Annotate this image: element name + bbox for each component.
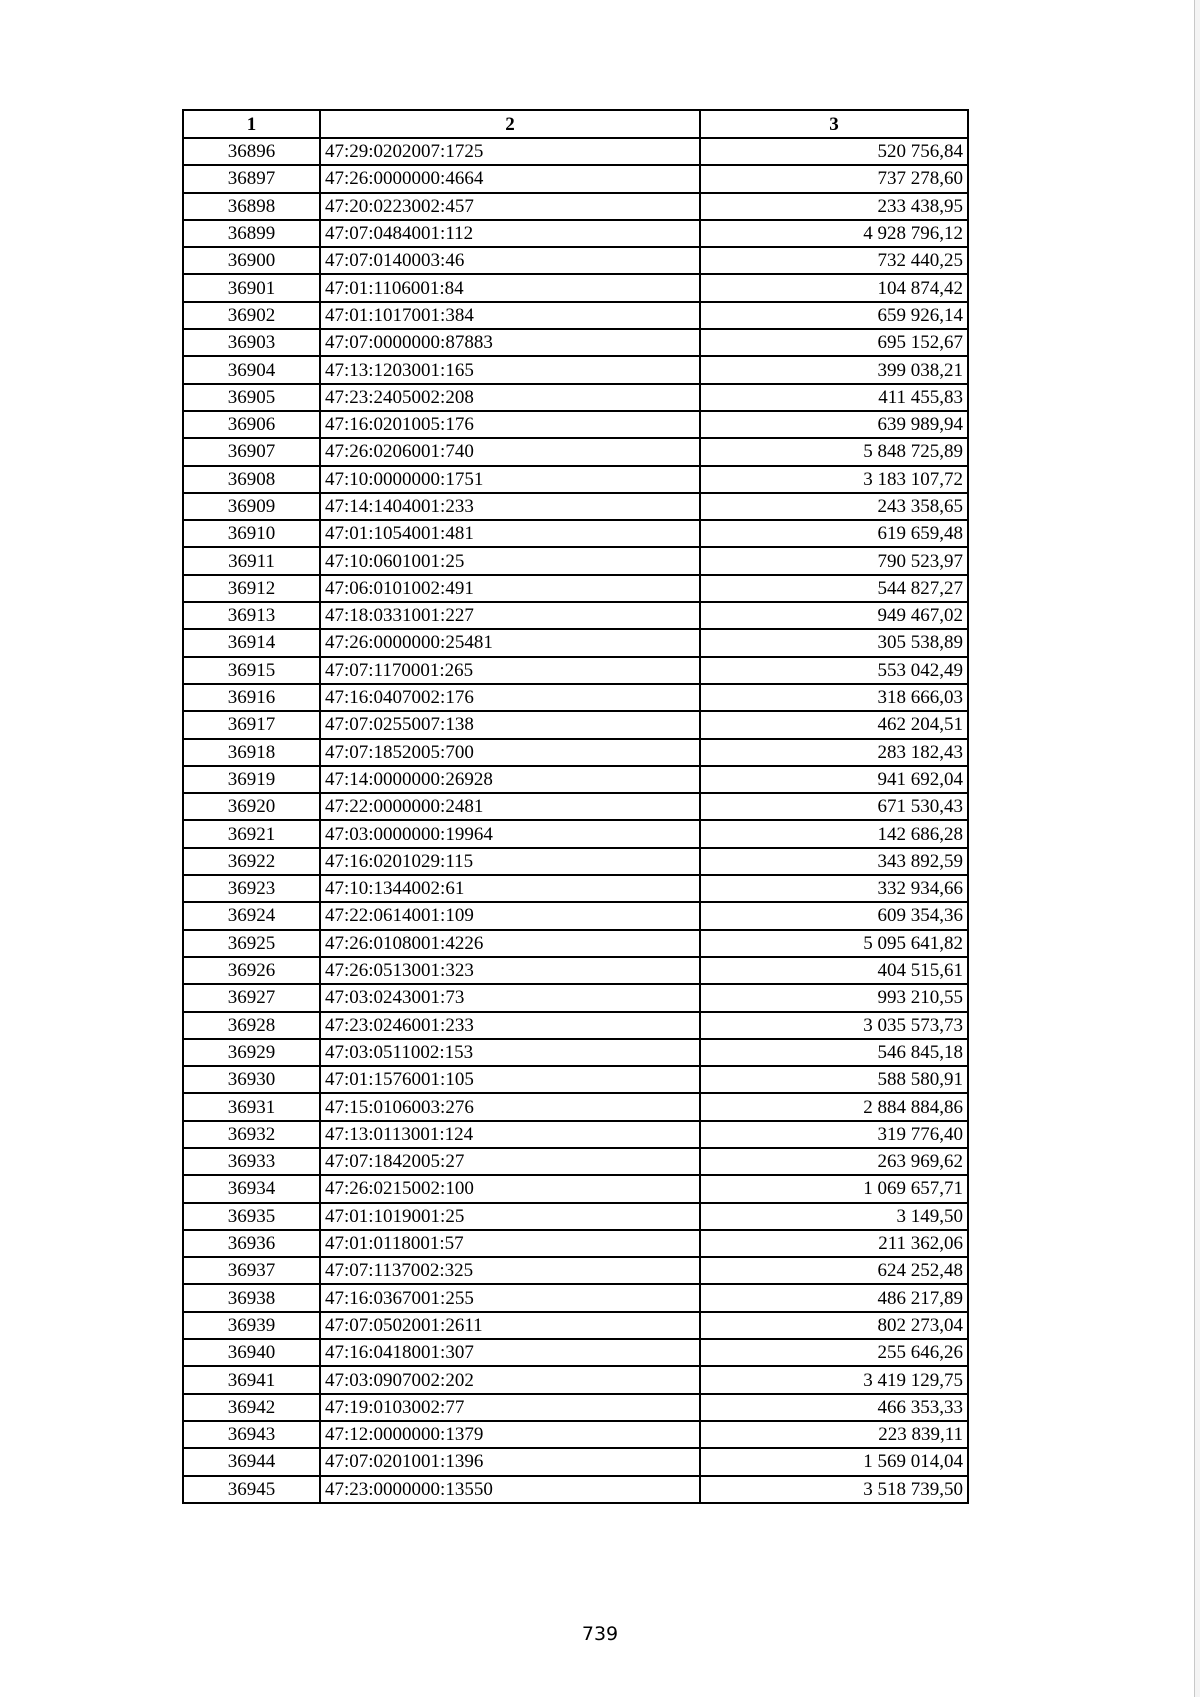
cadastral-value-cell: 624 252,48 (700, 1257, 968, 1284)
row-number-cell: 36904 (183, 356, 320, 383)
header-col-2: 2 (320, 110, 700, 138)
cadastral-value-cell: 695 152,67 (700, 329, 968, 356)
cadastral-number-cell: 47:03:0000000:19964 (320, 820, 700, 847)
table-row (183, 1366, 968, 1393)
table-row (183, 848, 968, 875)
cadastral-value-cell: 671 530,43 (700, 793, 968, 820)
table-row (183, 247, 968, 274)
cadastral-number-cell: 47:07:0000000:87883 (320, 329, 700, 356)
table-row (183, 793, 968, 820)
table-row (183, 1448, 968, 1475)
cadastral-value-cell: 732 440,25 (700, 247, 968, 274)
table-row (183, 1093, 968, 1120)
cadastral-number-cell: 47:03:0907002:202 (320, 1366, 700, 1393)
table-row (183, 1312, 968, 1339)
cadastral-value-cell: 4 928 796,12 (700, 220, 968, 247)
table-header (183, 110, 968, 138)
cadastral-value-cell: 233 438,95 (700, 193, 968, 220)
row-number-cell: 36924 (183, 902, 320, 929)
row-number-cell: 36897 (183, 165, 320, 192)
cadastral-number-cell: 47:01:1106001:84 (320, 274, 700, 301)
row-number-cell: 36941 (183, 1366, 320, 1393)
cadastral-number-cell: 47:29:0202007:1725 (320, 138, 700, 165)
table-row (183, 766, 968, 793)
cadastral-value-cell: 639 989,94 (700, 411, 968, 438)
row-number-cell: 36944 (183, 1448, 320, 1475)
table-row (183, 1339, 968, 1366)
cadastral-number-cell: 47:26:0513001:323 (320, 957, 700, 984)
cadastral-number-cell: 47:13:0113001:124 (320, 1121, 700, 1148)
table-row (183, 493, 968, 520)
row-number-cell: 36901 (183, 274, 320, 301)
table-row (183, 193, 968, 220)
row-number-cell: 36911 (183, 547, 320, 574)
cadastral-number-cell: 47:16:0201029:115 (320, 848, 700, 875)
cadastral-value-cell: 399 038,21 (700, 356, 968, 383)
cadastral-number-cell: 47:22:0614001:109 (320, 902, 700, 929)
cadastral-value-cell: 263 969,62 (700, 1148, 968, 1175)
row-number-cell: 36900 (183, 247, 320, 274)
cadastral-value-cell: 305 538,89 (700, 629, 968, 656)
row-number-cell: 36899 (183, 220, 320, 247)
cadastral-value-cell: 319 776,40 (700, 1121, 968, 1148)
cadastral-value-cell: 544 827,27 (700, 575, 968, 602)
cadastral-value-cell: 949 467,02 (700, 602, 968, 629)
table-row (183, 220, 968, 247)
cadastral-value-cell: 462 204,51 (700, 711, 968, 738)
cadastral-value-cell: 404 515,61 (700, 957, 968, 984)
cadastral-number-cell: 47:26:0215002:100 (320, 1175, 700, 1202)
row-number-cell: 36926 (183, 957, 320, 984)
cadastral-number-cell: 47:22:0000000:2481 (320, 793, 700, 820)
cadastral-number-cell: 47:20:0223002:457 (320, 193, 700, 220)
table-body (183, 138, 968, 1503)
table-row (183, 629, 968, 656)
table-row (183, 1039, 968, 1066)
table-row (183, 466, 968, 493)
cadastral-value-cell: 659 926,14 (700, 302, 968, 329)
row-number-cell: 36936 (183, 1230, 320, 1257)
row-number-cell: 36896 (183, 138, 320, 165)
cadastral-number-cell: 47:07:1842005:27 (320, 1148, 700, 1175)
cadastral-number-cell: 47:16:0407002:176 (320, 684, 700, 711)
table-row (183, 711, 968, 738)
cadastral-value-cell: 223 839,11 (700, 1421, 968, 1448)
row-number-cell: 36908 (183, 466, 320, 493)
row-number-cell: 36914 (183, 629, 320, 656)
row-number-cell: 36945 (183, 1476, 320, 1503)
cadastral-number-cell: 47:07:0255007:138 (320, 711, 700, 738)
table-row (183, 1394, 968, 1421)
cadastral-number-cell: 47:01:1019001:25 (320, 1203, 700, 1230)
table-row (183, 384, 968, 411)
cadastral-number-cell: 47:26:0108001:4226 (320, 930, 700, 957)
cadastral-number-cell: 47:26:0206001:740 (320, 438, 700, 465)
cadastral-value-cell: 255 646,26 (700, 1339, 968, 1366)
row-number-cell: 36917 (183, 711, 320, 738)
page-number: 739 (581, 1623, 619, 1645)
cadastral-number-cell: 47:12:0000000:1379 (320, 1421, 700, 1448)
cadastral-value-cell: 142 686,28 (700, 820, 968, 847)
row-number-cell: 36925 (183, 930, 320, 957)
table-row (183, 356, 968, 383)
row-number-cell: 36940 (183, 1339, 320, 1366)
table-row (183, 520, 968, 547)
cadastral-number-cell: 47:06:0101002:491 (320, 575, 700, 602)
cadastral-value-cell: 737 278,60 (700, 165, 968, 192)
table-row (183, 575, 968, 602)
cadastral-number-cell: 47:18:0331001:227 (320, 602, 700, 629)
cadastral-number-cell: 47:07:0201001:1396 (320, 1448, 700, 1475)
cadastral-value-cell: 3 183 107,72 (700, 466, 968, 493)
row-number-cell: 36909 (183, 493, 320, 520)
table-row (183, 1012, 968, 1039)
row-number-cell: 36921 (183, 820, 320, 847)
header-col-3: 3 (700, 110, 968, 138)
cadastral-value-cell: 3 419 129,75 (700, 1366, 968, 1393)
row-number-cell: 36942 (183, 1394, 320, 1421)
row-number-cell: 36913 (183, 602, 320, 629)
table-row (183, 875, 968, 902)
cadastral-value-cell: 3 518 739,50 (700, 1476, 968, 1503)
cadastral-number-cell: 47:01:1017001:384 (320, 302, 700, 329)
row-number-cell: 36933 (183, 1148, 320, 1175)
row-number-cell: 36943 (183, 1421, 320, 1448)
table-row (183, 302, 968, 329)
cadastral-number-cell: 47:01:1054001:481 (320, 520, 700, 547)
cadastral-value-cell: 211 362,06 (700, 1230, 968, 1257)
row-number-cell: 36905 (183, 384, 320, 411)
cadastral-number-cell: 47:07:1170001:265 (320, 657, 700, 684)
row-number-cell: 36939 (183, 1312, 320, 1339)
cadastral-number-cell: 47:15:0106003:276 (320, 1093, 700, 1120)
cadastral-value-cell: 318 666,03 (700, 684, 968, 711)
cadastral-value-cell: 588 580,91 (700, 1066, 968, 1093)
row-number-cell: 36934 (183, 1175, 320, 1202)
cadastral-value-cell: 411 455,83 (700, 384, 968, 411)
cadastral-value-cell: 5 848 725,89 (700, 438, 968, 465)
row-number-cell: 36938 (183, 1284, 320, 1311)
cadastral-value-cell: 486 217,89 (700, 1284, 968, 1311)
cadastral-value-cell: 802 273,04 (700, 1312, 968, 1339)
cadastral-number-cell: 47:03:0511002:153 (320, 1039, 700, 1066)
cadastral-number-cell: 47:23:0246001:233 (320, 1012, 700, 1039)
cadastral-number-cell: 47:01:0118001:57 (320, 1230, 700, 1257)
page-edge (1194, 0, 1200, 1697)
table-row (183, 602, 968, 629)
row-number-cell: 36920 (183, 793, 320, 820)
cadastral-value-cell: 3 035 573,73 (700, 1012, 968, 1039)
cadastral-number-cell: 47:23:0000000:13550 (320, 1476, 700, 1503)
cadastral-number-cell: 47:07:1137002:325 (320, 1257, 700, 1284)
row-number-cell: 36929 (183, 1039, 320, 1066)
cadastral-number-cell: 47:16:0201005:176 (320, 411, 700, 438)
cadastral-number-cell: 47:10:0601001:25 (320, 547, 700, 574)
cadastral-value-cell: 993 210,55 (700, 984, 968, 1011)
cadastral-number-cell: 47:07:1852005:700 (320, 739, 700, 766)
cadastral-number-cell: 47:07:0502001:2611 (320, 1312, 700, 1339)
cadastral-value-table (182, 109, 969, 1504)
cadastral-value-cell: 790 523,97 (700, 547, 968, 574)
row-number-cell: 36928 (183, 1012, 320, 1039)
table-row (183, 138, 968, 165)
row-number-cell: 36935 (183, 1203, 320, 1230)
row-number-cell: 36932 (183, 1121, 320, 1148)
cadastral-number-cell: 47:14:1404001:233 (320, 493, 700, 520)
row-number-cell: 36902 (183, 302, 320, 329)
row-number-cell: 36915 (183, 657, 320, 684)
cadastral-number-cell: 47:23:2405002:208 (320, 384, 700, 411)
table-row (183, 1421, 968, 1448)
row-number-cell: 36919 (183, 766, 320, 793)
cadastral-value-cell: 520 756,84 (700, 138, 968, 165)
table-row (183, 957, 968, 984)
table-row (183, 1066, 968, 1093)
table-row (183, 1121, 968, 1148)
cadastral-number-cell: 47:10:0000000:1751 (320, 466, 700, 493)
row-number-cell: 36937 (183, 1257, 320, 1284)
table-row (183, 657, 968, 684)
cadastral-number-cell: 47:10:1344002:61 (320, 875, 700, 902)
table-row (183, 274, 968, 301)
row-number-cell: 36930 (183, 1066, 320, 1093)
cadastral-value-cell: 619 659,48 (700, 520, 968, 547)
cadastral-value-cell: 546 845,18 (700, 1039, 968, 1066)
table-row (183, 1230, 968, 1257)
cadastral-value-cell: 104 874,42 (700, 274, 968, 301)
cadastral-value-cell: 1 069 657,71 (700, 1175, 968, 1202)
row-number-cell: 36907 (183, 438, 320, 465)
cadastral-value-cell: 553 042,49 (700, 657, 968, 684)
cadastral-value-cell: 3 149,50 (700, 1203, 968, 1230)
table-row (183, 902, 968, 929)
cadastral-number-cell: 47:14:0000000:26928 (320, 766, 700, 793)
row-number-cell: 36916 (183, 684, 320, 711)
table-row (183, 1476, 968, 1503)
cadastral-number-cell: 47:07:0484001:112 (320, 220, 700, 247)
table-row (183, 984, 968, 1011)
cadastral-number-cell: 47:26:0000000:25481 (320, 629, 700, 656)
cadastral-number-cell: 47:26:0000000:4664 (320, 165, 700, 192)
cadastral-number-cell: 47:07:0140003:46 (320, 247, 700, 274)
row-number-cell: 36903 (183, 329, 320, 356)
table-row (183, 547, 968, 574)
cadastral-value-cell: 243 358,65 (700, 493, 968, 520)
cadastral-value-cell: 466 353,33 (700, 1394, 968, 1421)
row-number-cell: 36910 (183, 520, 320, 547)
table-row (183, 684, 968, 711)
cadastral-value-cell: 2 884 884,86 (700, 1093, 968, 1120)
cadastral-number-cell: 47:01:1576001:105 (320, 1066, 700, 1093)
table-row (183, 1257, 968, 1284)
cadastral-value-cell: 283 182,43 (700, 739, 968, 766)
row-number-cell: 36912 (183, 575, 320, 602)
cadastral-value-cell: 941 692,04 (700, 766, 968, 793)
table-row (183, 411, 968, 438)
cadastral-number-cell: 47:13:1203001:165 (320, 356, 700, 383)
table-row (183, 930, 968, 957)
cadastral-value-cell: 343 892,59 (700, 848, 968, 875)
cadastral-number-cell: 47:16:0367001:255 (320, 1284, 700, 1311)
cadastral-value-cell: 609 354,36 (700, 902, 968, 929)
table-row (183, 1148, 968, 1175)
cadastral-value-cell: 5 095 641,82 (700, 930, 968, 957)
cadastral-value-cell: 332 934,66 (700, 875, 968, 902)
table-row (183, 329, 968, 356)
row-number-cell: 36923 (183, 875, 320, 902)
header-col-1: 1 (183, 110, 320, 138)
header-row (183, 110, 968, 138)
table-row (183, 1203, 968, 1230)
table-row (183, 438, 968, 465)
row-number-cell: 36922 (183, 848, 320, 875)
cadastral-number-cell: 47:03:0243001:73 (320, 984, 700, 1011)
table-row (183, 165, 968, 192)
row-number-cell: 36927 (183, 984, 320, 1011)
row-number-cell: 36918 (183, 739, 320, 766)
table-row (183, 739, 968, 766)
cadastral-number-cell: 47:16:0418001:307 (320, 1339, 700, 1366)
table-row (183, 1175, 968, 1202)
row-number-cell: 36898 (183, 193, 320, 220)
cadastral-number-cell: 47:19:0103002:77 (320, 1394, 700, 1421)
row-number-cell: 36931 (183, 1093, 320, 1120)
table-row (183, 1284, 968, 1311)
row-number-cell: 36906 (183, 411, 320, 438)
cadastral-value-cell: 1 569 014,04 (700, 1448, 968, 1475)
table-row (183, 820, 968, 847)
